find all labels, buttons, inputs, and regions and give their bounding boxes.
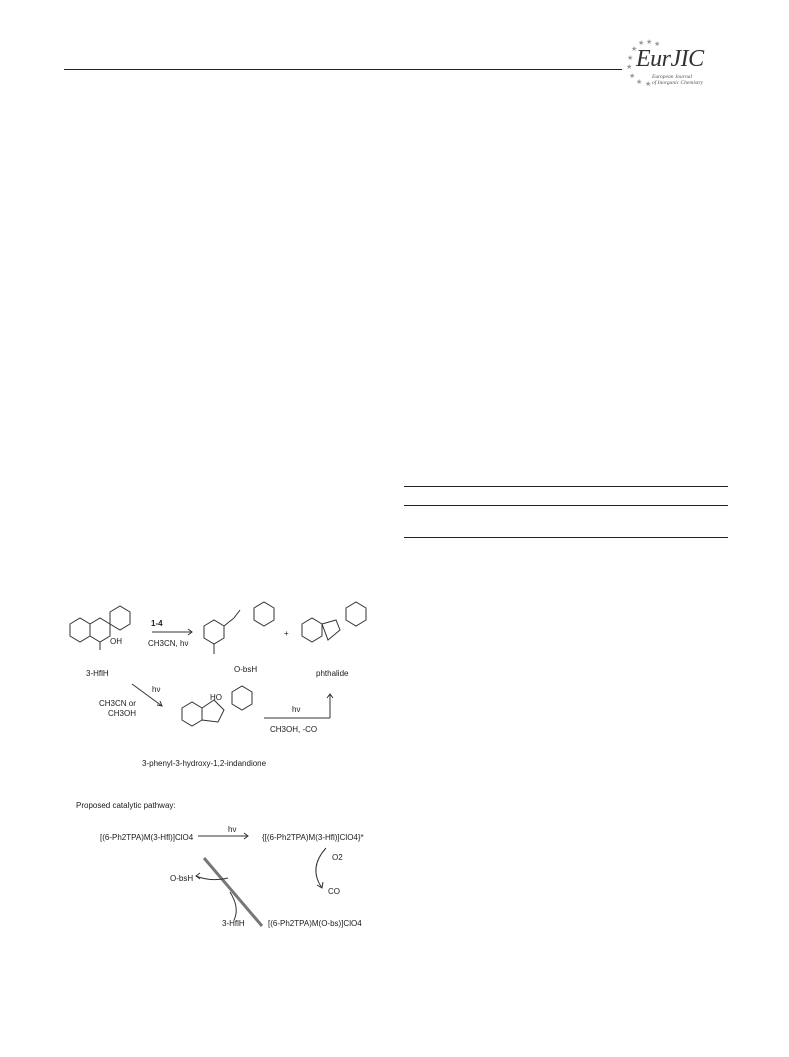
hv-label: hν [152,685,161,694]
plus-sign: + [284,629,289,638]
hv-label-3: hν [228,825,237,834]
header-rule [64,69,622,70]
pathway-title: Proposed catalytic pathway: [76,801,176,810]
indandione-label: 3-phenyl-3-hydroxy-1,2-indandione [142,759,267,768]
svg-text:★: ★ [627,55,634,62]
table-top-rule [404,486,728,487]
conditions-2: CH3OH, -CO [270,725,318,734]
oh-label: OH [110,637,122,646]
svg-text:★: ★ [654,41,661,48]
logo-subtitle-2: of Inorganic Chemistry [652,80,704,86]
solvents-line-1: CH3CN or [99,699,136,708]
phthalide-structure [302,602,366,642]
svg-text:★: ★ [636,79,643,86]
table-header-rule [404,505,728,506]
hv-label-2: hν [292,705,301,714]
obsh-cycle-label: O-bsH [170,874,194,883]
solvents-line-2: CH3OH [108,709,137,718]
hflh-cycle-label: 3-HflH [222,919,245,928]
complex-1: [(6-Ph2TPA)M(3-Hfl)]ClO4 [100,833,194,842]
co-label: CO [328,887,340,896]
svg-text:★: ★ [638,40,645,47]
journal-logo [620,36,738,88]
reactant-label: 3-HflH [86,669,109,678]
cycle-arrow-return [204,858,262,926]
table-bottom-rule [404,537,728,538]
obsh-structure [204,602,274,654]
svg-text:★: ★ [629,73,636,80]
svg-text:★: ★ [646,39,653,46]
reaction-scheme [64,596,394,941]
cycle-arrow-obsh [196,876,228,880]
svg-text:★: ★ [626,64,633,71]
cycle-arrow-obsh-head [196,873,200,879]
logo-subtitle-1: European Journal [652,74,692,80]
obsh-label: O-bsH [234,665,258,674]
o2-label: O2 [332,853,343,862]
indandione-structure [182,686,252,726]
complex-2: [(6-Ph2TPA)M(O-bs)]ClO4 [268,919,362,928]
svg-text:★: ★ [631,46,638,53]
logo-title: EurJIC [636,46,704,72]
ho-label: HO [210,693,222,702]
complex-excited: {[(6-Ph2TPA)M(3-Hfl)]ClO4}* [262,833,364,842]
catalyst-label: 1-4 [151,619,163,628]
conditions-1: CH3CN, hν [148,639,189,648]
svg-text:★: ★ [645,81,652,88]
phthalide-label: phthalide [316,669,349,678]
cycle-arrow-o2 [316,848,326,888]
